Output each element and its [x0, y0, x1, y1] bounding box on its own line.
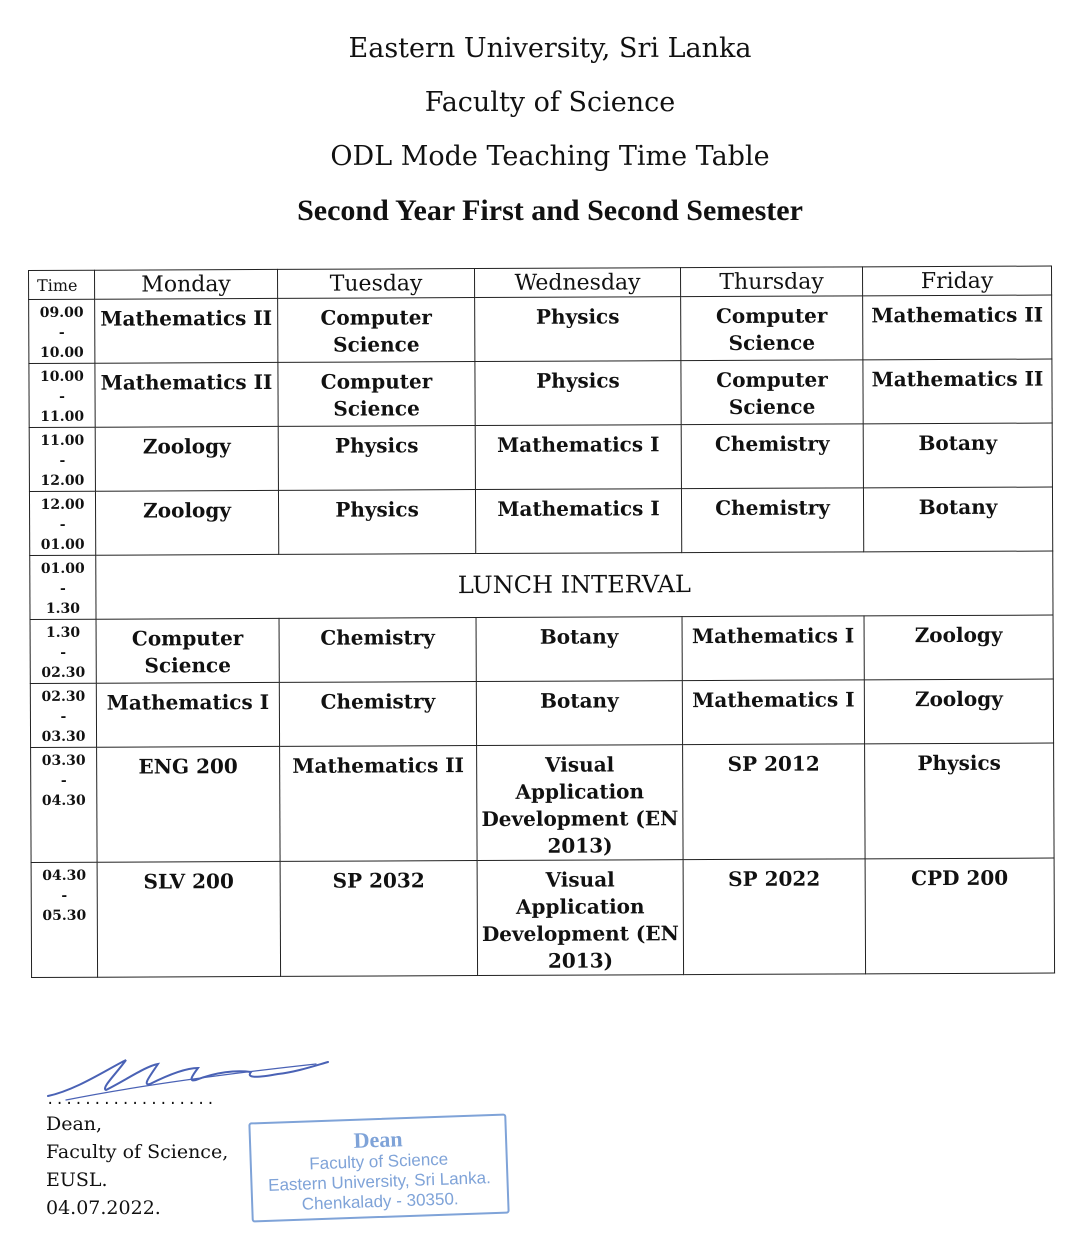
time-slot-cell: [29, 363, 95, 427]
subject-cell-thursday: Mathematics I: [682, 616, 864, 681]
subject-cell-tuesday: Mathematics II: [280, 746, 477, 862]
university-name: Eastern University, Sri Lanka: [348, 33, 752, 64]
day-header-tuesday: Tuesday: [277, 269, 474, 299]
time-slot-row: [30, 615, 1053, 683]
semester-subtitle: Second Year First and Second Semester: [297, 194, 803, 227]
slot-start-time: 02.30: [41, 688, 86, 705]
slot-separator: -: [60, 644, 67, 661]
time-slot-row: [30, 679, 1053, 747]
slot-separator: -: [61, 887, 68, 904]
signature-line: ..................: [46, 1092, 216, 1108]
subject-cell-monday: SLV 200: [97, 861, 281, 977]
day-header-thursday: Thursday: [680, 267, 862, 297]
slot-separator: -: [58, 324, 65, 341]
subject-cell-friday: Mathematics II: [863, 295, 1052, 360]
signatory-org: EUSL.: [46, 1169, 108, 1191]
subject-cell-tuesday: SP 2032: [280, 861, 477, 977]
slot-end-time: 11.00: [40, 408, 85, 425]
document-header: [0, 22, 1077, 238]
slot-end-time: 1.30: [45, 600, 81, 617]
subject-cell-thursday: Chemistry: [681, 424, 863, 489]
day-header-monday: Monday: [95, 269, 278, 299]
subject-cell-tuesday: Computer Science: [278, 362, 475, 427]
slot-end-time: 01.00: [40, 536, 85, 553]
timetable: [28, 266, 1055, 978]
time-slot-row: [29, 423, 1052, 491]
subject-cell-wednesday: Physics: [475, 361, 681, 426]
header-row: [29, 266, 1052, 299]
slot-start-time: 10.00: [40, 368, 84, 385]
subject-cell-monday: Computer Science: [96, 618, 279, 683]
subject-cell-friday: Zoology: [864, 679, 1053, 744]
slot-start-time: 01.00: [40, 560, 85, 577]
subject-cell-monday: Zoology: [95, 426, 278, 491]
subject-cell-monday: Mathematics I: [96, 682, 279, 747]
subject-cell-friday: Botany: [863, 487, 1052, 552]
subject-cell-thursday: Computer Science: [681, 296, 863, 361]
slot-separator: -: [60, 772, 67, 789]
dean-stamp: [248, 1114, 509, 1223]
time-column-header: Time: [29, 270, 95, 299]
subject-cell-tuesday: Computer Science: [278, 298, 475, 363]
stamp-title: Dean: [353, 1126, 403, 1153]
slot-end-time: 12.00: [40, 472, 85, 489]
slot-start-time: 09.00: [39, 304, 84, 321]
time-slot-cell: [29, 491, 95, 555]
slot-end-time: 03.30: [41, 728, 86, 745]
subject-cell-tuesday: Chemistry: [279, 682, 476, 747]
subject-cell-friday: Mathematics II: [863, 359, 1052, 424]
subject-cell-wednesday: Botany: [476, 681, 682, 746]
subject-cell-wednesday: Mathematics I: [475, 425, 681, 490]
subject-cell-wednesday: Visual Application Development (EN 2013): [477, 745, 683, 861]
subject-cell-monday: Mathematics II: [95, 298, 278, 363]
subject-cell-wednesday: Physics: [475, 297, 681, 362]
slot-separator: -: [59, 516, 66, 533]
slot-start-time: 04.30: [42, 867, 87, 884]
subject-cell-friday: Zoology: [864, 615, 1053, 680]
subject-cell-monday: Mathematics II: [95, 362, 278, 427]
time-slot-cell: [30, 619, 96, 683]
slot-separator: -: [60, 708, 67, 725]
subject-cell-wednesday: Visual Application Development (EN 2013): [477, 860, 683, 976]
subject-cell-thursday: Mathematics I: [682, 680, 864, 745]
slot-end-time: 05.30: [42, 907, 87, 924]
time-slot-cell: [29, 427, 95, 491]
time-slot-row: [29, 487, 1052, 555]
subject-cell-thursday: Computer Science: [681, 360, 863, 425]
slot-separator: -: [59, 580, 66, 597]
subject-cell-thursday: SP 2022: [683, 859, 866, 975]
slot-start-time: 1.30: [45, 624, 81, 641]
time-slot-cell: [30, 555, 96, 619]
document-date: 04.07.2022.: [46, 1197, 161, 1219]
subject-cell-monday: ENG 200: [97, 746, 281, 862]
subject-cell-thursday: SP 2012: [683, 744, 866, 860]
subject-cell-friday: Botany: [863, 423, 1052, 488]
subject-cell-tuesday: Physics: [278, 490, 475, 555]
slot-start-time: 03.30: [41, 752, 86, 769]
stamp-line-2: Eastern University, Sri Lanka.: [267, 1168, 492, 1195]
stamp-line-1: Faculty of Science: [309, 1149, 449, 1174]
signatory-block: [46, 1110, 228, 1222]
faculty-name: Faculty of Science: [424, 87, 676, 118]
subject-cell-friday: Physics: [865, 743, 1055, 859]
signatory-faculty: Faculty of Science,: [46, 1141, 229, 1163]
slot-start-time: 12.00: [40, 496, 85, 513]
time-slot-cell: [30, 683, 96, 747]
stamp-line-3: Chenkalady - 30350.: [301, 1189, 459, 1214]
subject-cell-tuesday: Chemistry: [279, 618, 476, 683]
subject-cell-thursday: Chemistry: [681, 488, 863, 553]
slot-end-time: 04.30: [41, 792, 86, 809]
slot-separator: -: [59, 388, 65, 405]
subject-cell-tuesday: Physics: [278, 426, 475, 491]
slot-end-time: 10.00: [39, 344, 84, 361]
time-slot-row: [29, 295, 1052, 363]
time-slot-row: [29, 359, 1052, 427]
day-header-wednesday: Wednesday: [474, 268, 680, 298]
timetable-title: ODL Mode Teaching Time Table: [330, 141, 770, 172]
time-slot-cell: [31, 862, 98, 977]
slot-start-time: 11.00: [40, 432, 85, 449]
time-slot-row: [31, 858, 1054, 977]
subject-cell-monday: Zoology: [95, 490, 278, 555]
subject-cell-wednesday: Botany: [476, 617, 682, 682]
signatory-role: Dean,: [46, 1113, 103, 1135]
slot-end-time: 02.30: [41, 664, 86, 681]
time-slot-cell: [31, 747, 98, 862]
day-header-friday: Friday: [862, 266, 1051, 296]
time-slot-row: [30, 551, 1053, 619]
slot-separator: -: [59, 452, 66, 469]
lunch-interval-cell: LUNCH INTERVAL: [96, 551, 1053, 619]
subject-cell-wednesday: Mathematics I: [475, 489, 681, 554]
time-slot-cell: [29, 299, 95, 363]
time-slot-row: [31, 743, 1054, 862]
subject-cell-friday: CPD 200: [865, 858, 1054, 974]
